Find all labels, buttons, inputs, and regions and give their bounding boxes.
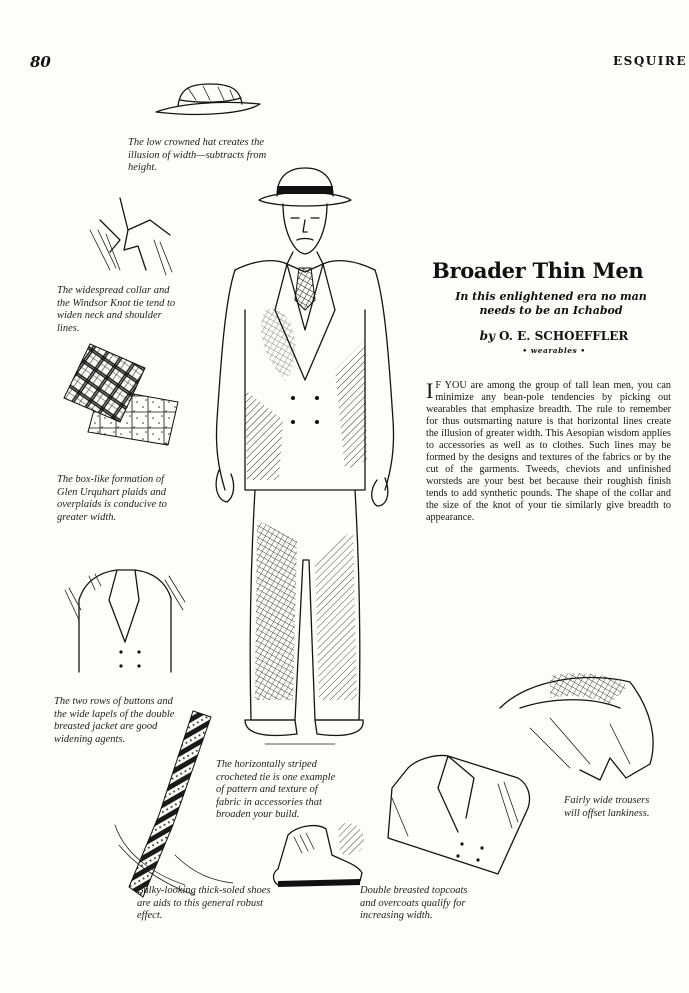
article-subtitle: In this enlightened era no man needs to be an Ichabod	[455, 290, 647, 317]
suited-man-illustration	[205, 160, 405, 755]
collar-caption: The widespread collar and the Windsor Knot tie tend to widen neck and shoulder lines.	[57, 285, 176, 334]
trousers-caption: Fairly wide trousers will offset lankiness.	[564, 795, 650, 819]
jacket-detail-illustration	[65, 560, 185, 680]
collar-illustration	[80, 190, 180, 285]
byline	[444, 329, 664, 343]
department-label: • wearables •	[522, 346, 586, 355]
trousers-illustration	[490, 668, 665, 788]
jacket-caption: The two rows of buttons and the wide lapels of the double breasted jacket are good widening agents.	[54, 696, 175, 745]
topcoat-caption: Double breasted topcoats and overcoats qualify for increasing width.	[360, 885, 468, 921]
shoes-caption: Bulky-looking thick-soled shoes are aids to this general robust effect.	[137, 885, 271, 921]
plaid-caption: The box-like formation of Glen Urquhart plaids and overplaids is conducive to greater width.	[57, 474, 167, 523]
drop-cap: I	[426, 378, 434, 403]
byline-prefix: by	[479, 329, 495, 343]
plaid-swatch-illustration	[60, 340, 190, 450]
shoe-illustration	[268, 815, 368, 895]
hat-illustration	[148, 78, 268, 128]
article-body	[426, 380, 671, 524]
article-title: Broader Thin Men	[432, 258, 644, 283]
masthead: ESQUIRE	[613, 54, 687, 68]
page-number: 80	[30, 53, 51, 71]
tie-caption: The horizontally striped crocheted tie is one example of pattern and texture of fabric in accessories that broaden your build.	[216, 759, 336, 820]
article-body-text: F YOU are among the group of tall lean men, you can minimize any bean-pole tendencies by picking out wearables that emphasize breadth. The rule to remember for thus outsmarting nature is that horizontal lines create the illusion of greater width. This Aesopian wisdom applies to accessories as well as to clothes. Such lines may be formed by the designs and textures of the fabrics or by the cut of the garments. Tweeds, cheviots and unfinished worsteds are your best bet because their roughish finish tends to add synthetic pounds. The shape of the collar and the size of the knot of your tie similarly give breadth to appearance.	[426, 380, 671, 523]
author-name: O. E. SCHOEFFLER	[499, 329, 629, 343]
hat-caption: The low crowned hat creates the illusion of width—subtracts from height.	[128, 137, 267, 173]
